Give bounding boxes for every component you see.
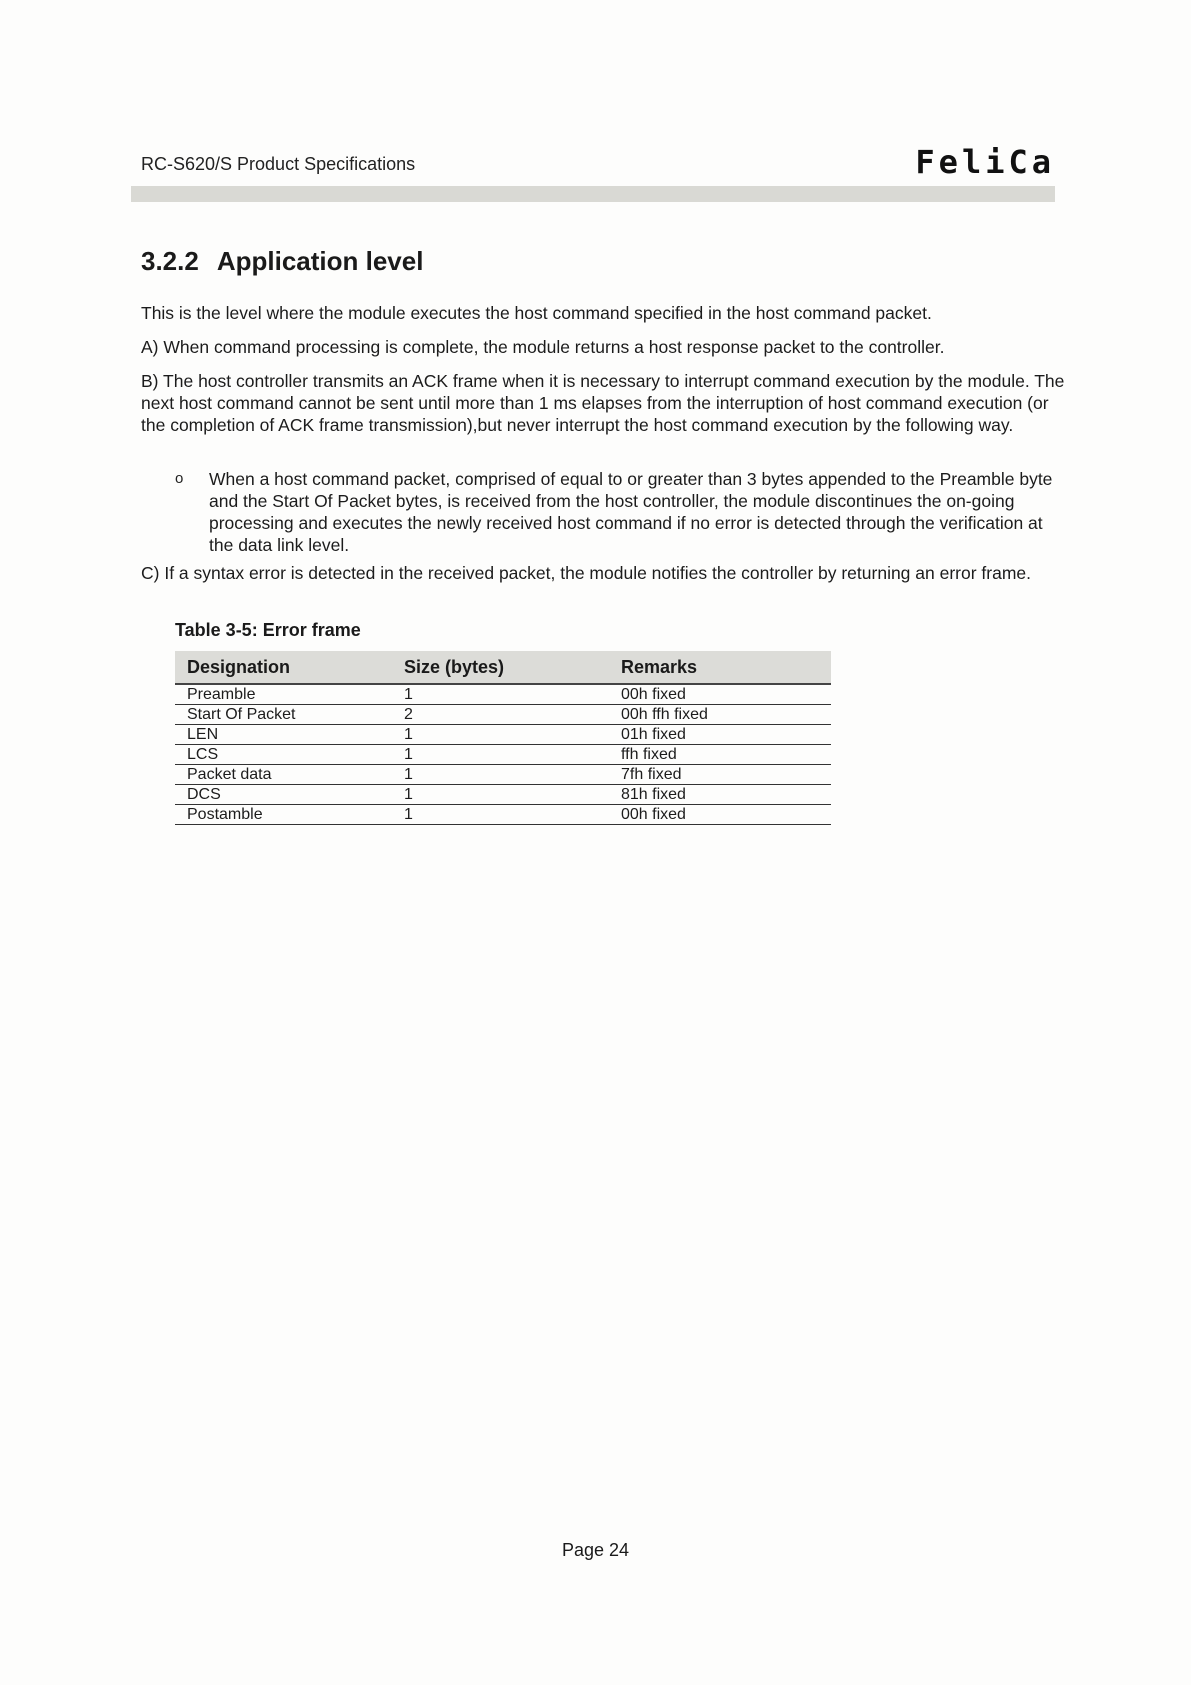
paragraph-intro: This is the level where the module executes the host command specified in the host command packet. [141, 303, 932, 323]
bullet-text: When a host command packet, comprised of equal to or greater than 3 bytes appended to the Preamble byte and the Start Of Packet bytes, is received from the host controller, the module discontinues the on-going processing and executes the newly received host command if no error is detected through the verification at the data link level. [209, 469, 1053, 555]
paragraph-a: A) When command processing is complete, the module returns a host response packet to the controller. [141, 337, 945, 357]
cell-size: 1 [392, 765, 609, 785]
table-row [175, 805, 831, 825]
cell-remarks: ffh fixed [609, 745, 831, 765]
cell-remarks: 00h fixed [609, 684, 831, 705]
error-frame-table [175, 651, 831, 825]
table-row [175, 705, 831, 725]
cell-designation: Postamble [175, 805, 392, 825]
cell-remarks: 00h ffh fixed [609, 705, 831, 725]
cell-size: 1 [392, 745, 609, 765]
column-header-size: Size (bytes) [392, 651, 609, 684]
cell-remarks: 00h fixed [609, 805, 831, 825]
table-row [175, 684, 831, 705]
table-row [175, 725, 831, 745]
cell-designation: LEN [175, 725, 392, 745]
cell-designation: DCS [175, 785, 392, 805]
cell-remarks: 7fh fixed [609, 765, 831, 785]
column-header-remarks: Remarks [609, 651, 831, 684]
header-divider-bar [131, 186, 1055, 202]
cell-remarks: 81h fixed [609, 785, 831, 805]
paragraph-c: C) If a syntax error is detected in the received packet, the module notifies the controller by returning an error frame. [141, 563, 1032, 583]
cell-size: 1 [392, 725, 609, 745]
header-title: RC-S620/S Product Specifications [141, 154, 416, 174]
table-header-row [175, 651, 831, 684]
felica-logo: FeliCa [915, 143, 1055, 181]
cell-designation: Start Of Packet [175, 705, 392, 725]
paragraph-b: B) The host controller transmits an ACK frame when it is necessary to interrupt command execution by the module. The next host command cannot be sent until more than 1 ms elapses from the interruption of host command execution (or the completion of ACK frame transmission),but never interrupt the host command execution by the following way. [141, 371, 1065, 435]
cell-designation: Preamble [175, 684, 392, 705]
table-row [175, 785, 831, 805]
bullet-marker: o [175, 470, 184, 487]
cell-size: 1 [392, 785, 609, 805]
cell-size: 2 [392, 705, 609, 725]
table-row [175, 745, 831, 765]
cell-size: 1 [392, 684, 609, 705]
column-header-designation: Designation [175, 651, 392, 684]
section-title: Application level [216, 246, 424, 276]
section-number: 3.2.2 [141, 246, 199, 276]
table-caption: Table 3-5: Error frame [175, 620, 361, 640]
cell-size: 1 [392, 805, 609, 825]
section-heading [141, 246, 423, 277]
cell-designation: Packet data [175, 765, 392, 785]
page-number: Page 24 [561, 1540, 630, 1560]
table-row [175, 765, 831, 785]
cell-designation: LCS [175, 745, 392, 765]
page-header [141, 143, 1055, 181]
cell-remarks: 01h fixed [609, 725, 831, 745]
